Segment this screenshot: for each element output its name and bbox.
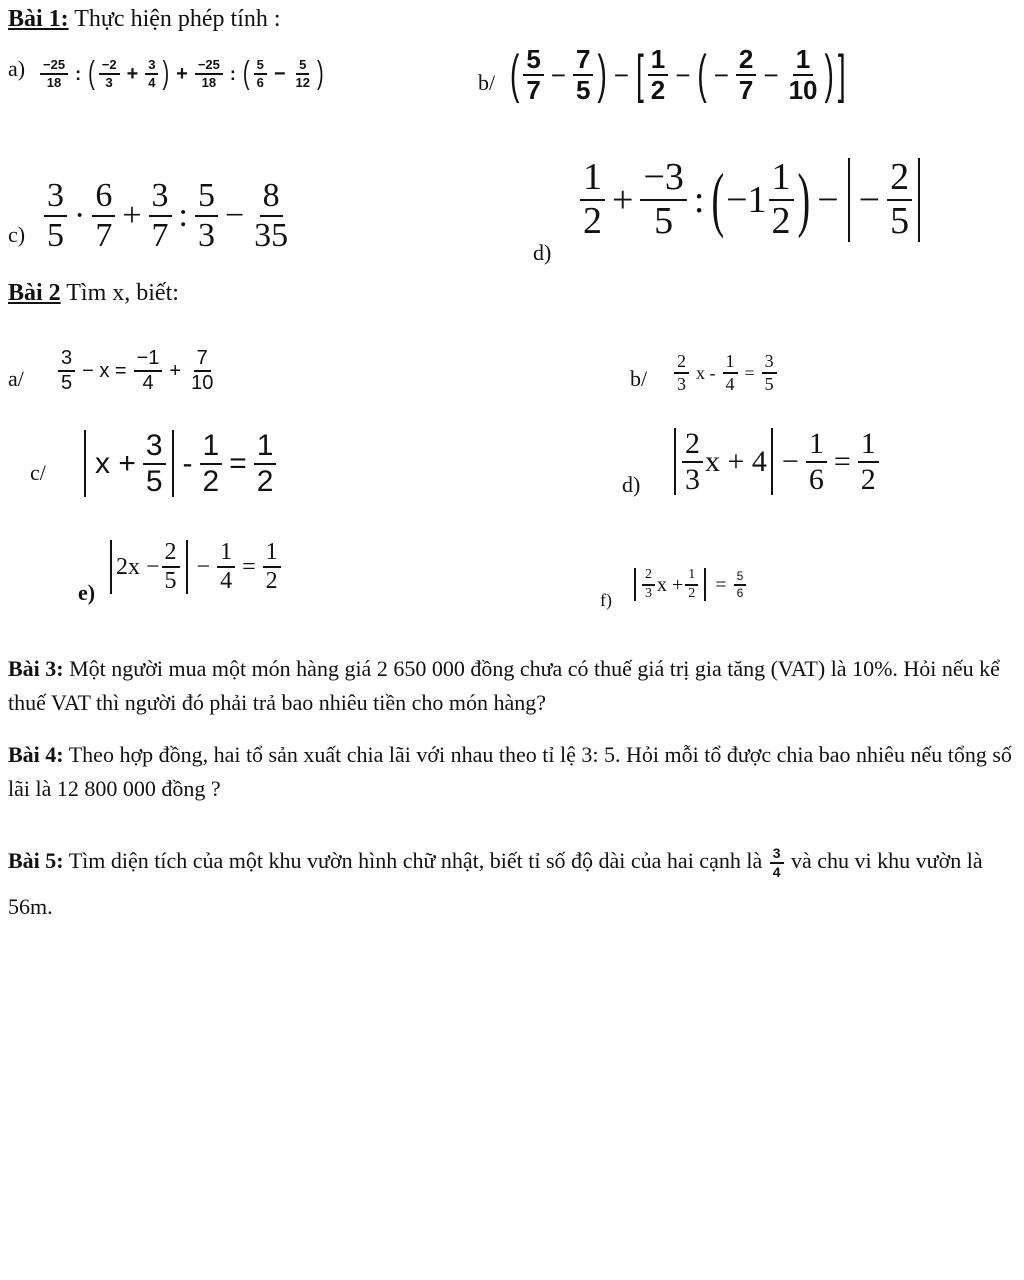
frac-num: 1 — [580, 158, 605, 201]
exercise-2-text: Tìm x, biết: — [66, 280, 179, 306]
frac-den: 5 — [654, 199, 674, 242]
op-minus: − — [613, 60, 629, 91]
frac-num: 1 — [217, 540, 235, 568]
frac-num: 1 — [200, 430, 223, 465]
exercise-5-text-1: Tìm diện tích của một khu vườn hình chữ nhật, biết tỉ số độ dài của hai cạnh là — [68, 848, 763, 873]
frac-den: 3 — [197, 216, 215, 254]
exercise-5-title: Bài 5: — [8, 848, 64, 873]
op-minus: − — [675, 60, 691, 91]
frac-num: 2 — [682, 428, 703, 463]
frac-num: 1 — [858, 428, 879, 463]
frac-num: 2 — [162, 540, 180, 568]
label-2e: e) — [78, 580, 96, 605]
op-minus: - — [182, 446, 193, 480]
op-colon: : — [229, 63, 236, 84]
op-minus: − — [550, 60, 566, 91]
frac-den: 4 — [725, 373, 735, 394]
op-plus: + — [126, 62, 139, 85]
op-colon: : — [693, 178, 705, 221]
exercise-1-text: Thực hiện phép tính : — [74, 6, 281, 32]
label-1c: c) — [8, 222, 26, 247]
frac-den: 5 — [145, 464, 163, 498]
frac-num: 7 — [194, 348, 211, 372]
frac-num: 1 — [685, 568, 698, 586]
frac-den: 4 — [142, 372, 154, 394]
op-equals: = — [833, 444, 851, 478]
exercise-1d — [533, 240, 551, 266]
label-2b: b/ — [630, 366, 648, 391]
exercise-4-title: Bài 4: — [8, 742, 64, 767]
op-colon: : — [75, 63, 82, 84]
op-2x-minus: 2x − — [116, 554, 160, 581]
frac-den: 3 — [685, 462, 700, 496]
frac-den: 2 — [771, 199, 791, 242]
op-minus: − — [781, 444, 799, 478]
op-colon: : — [178, 196, 188, 234]
frac-den: 5 — [764, 373, 774, 394]
frac-den: 6 — [256, 74, 264, 90]
frac-den: 12 — [295, 74, 310, 90]
label-1d: d) — [533, 240, 552, 265]
op-plus: + — [122, 196, 142, 234]
frac-num: 3 — [58, 348, 75, 372]
expression-2c — [80, 430, 278, 497]
frac-num: 2 — [887, 158, 912, 201]
op-plus: + — [176, 62, 188, 85]
frac-num: −25 — [40, 58, 68, 75]
frac-num: 2 — [736, 46, 756, 76]
label-2c: c/ — [30, 460, 46, 485]
expression-1c — [42, 178, 293, 253]
frac-num: 3 — [145, 58, 158, 75]
frac-den: 2 — [650, 75, 666, 106]
frac-den: 2 — [583, 199, 602, 242]
expression-2a — [56, 348, 218, 394]
frac-num: 5 — [296, 58, 309, 75]
frac-num: 3 — [149, 178, 172, 217]
frac-den: 4 — [220, 568, 233, 595]
frac-num: −3 — [640, 158, 686, 201]
frac-den: 4 — [772, 863, 781, 880]
exercise-3 — [8, 652, 1020, 720]
frac-num: 8 — [260, 178, 283, 217]
frac-den: 2 — [265, 568, 278, 595]
frac-den: 5 — [47, 216, 64, 254]
frac-den: 18 — [46, 74, 62, 90]
op-equals: = — [744, 362, 755, 383]
exercise-1-heading — [8, 6, 281, 33]
exercise-5 — [8, 838, 1020, 930]
exercise-1c — [8, 222, 25, 248]
frac-den: 3 — [105, 74, 113, 90]
label-1b: b/ — [478, 70, 496, 95]
frac-num: 2 — [674, 352, 689, 374]
frac-num: 1 — [263, 540, 281, 568]
frac-num: 2 — [642, 568, 655, 586]
exercise-1a — [8, 56, 25, 82]
frac-den: 10 — [788, 75, 818, 106]
op-minus: − — [713, 60, 729, 91]
frac-den: 7 — [526, 75, 541, 106]
frac-num: 6 — [92, 178, 115, 217]
exercise-1-title: Bài 1: — [8, 6, 69, 32]
frac-den: 18 — [201, 74, 217, 90]
frac-den: 2 — [202, 464, 220, 498]
expression-1a: $\frac{-25}{18}$ : ( $\frac{-2}{3}$ + $\frac{3}{4}$ ) + $\frac{-25}{18}$ : ( $\frac{5}{6}$ − $\frac{5}{12}$ ) — [38, 58, 326, 89]
expression-2d — [670, 428, 881, 495]
expression-2e — [106, 540, 283, 594]
op-minus: − — [224, 196, 245, 234]
exercise-3-text: Một người mua một món hàng giá 2 650 000 đồng chưa có thuế giá trị gia tăng (VAT) là 10%. Hỏi nếu kể thuế VAT thì người đó phải trả bao nhiêu tiền cho món hàng? — [8, 656, 1000, 715]
frac-num: 5 — [254, 58, 267, 75]
exercise-4 — [8, 738, 1020, 806]
frac-den: 3 — [645, 585, 652, 601]
expression-1b: ( $\frac{5}{7}$ − $\frac{7}{5}$ ) − [ $\frac{1}{2}$ − ( − $\frac{2}{7}$ − $\frac{1}{10}$ ) ] — [510, 44, 846, 106]
frac-num: 5 — [734, 570, 747, 586]
frac-num: −25 — [195, 58, 223, 75]
frac-num: 3 — [762, 352, 777, 374]
frac-den: 6 — [808, 462, 824, 496]
exercise-2-title: Bài 2 — [8, 280, 61, 306]
exercise-2-heading — [8, 280, 179, 307]
op-equals: = — [242, 554, 256, 581]
op-minus: − — [858, 178, 881, 221]
op-minus-x-equals: − x = — [82, 360, 127, 382]
op-x-plus-4: x + 4 — [705, 444, 767, 478]
frac-den: 7 — [151, 216, 169, 254]
frac-den: 35 — [254, 216, 289, 254]
frac-den: 2 — [860, 462, 876, 496]
frac-den: 5 — [61, 372, 73, 394]
frac-den: 6 — [736, 585, 744, 600]
op-plus: + — [169, 360, 182, 382]
frac-den: 7 — [738, 75, 754, 106]
whole-part: −1 — [726, 178, 767, 221]
op-equals: = — [715, 573, 727, 596]
frac-den: 2 — [688, 585, 696, 601]
op-plus: + — [612, 178, 634, 221]
expression-2b — [672, 352, 779, 394]
expression-1d: $\frac{1}{2}$ + $\frac{-3}{5}$ : ( −1 $\frac{1}{2}$ ) − − $\frac{2}{5}$ — [578, 158, 924, 242]
label-2a: a/ — [8, 366, 24, 391]
frac-num: 5 — [195, 178, 218, 217]
frac-den: 5 — [164, 568, 177, 595]
exercise-4-text: Theo hợp đồng, hai tổ sản xuất chia lãi với nhau theo tỉ lệ 3: 5. Hỏi mỗi tổ được chia bao nhiêu nếu tổng số lãi là 12 800 000 đồng ? — [8, 742, 1012, 801]
op-minus: − — [817, 178, 839, 221]
frac-den: 2 — [256, 464, 274, 498]
frac-num: 1 — [648, 46, 668, 76]
frac-num: 3 — [44, 178, 67, 217]
op-minus: − — [196, 554, 211, 581]
frac-den: 4 — [148, 74, 156, 90]
label-2d: d) — [622, 472, 641, 497]
expression-2f — [630, 568, 748, 601]
op-x-plus: x + — [95, 446, 136, 480]
frac-den: 7 — [95, 216, 113, 254]
frac-num: 1 — [806, 428, 827, 463]
op-x-plus: x + — [657, 573, 684, 596]
frac-num: 1 — [769, 158, 794, 201]
frac-num: 7 — [573, 46, 593, 76]
frac-num: 3 — [770, 846, 784, 864]
op-dot: · — [74, 196, 86, 234]
exercise-5-text-2: và chu vi khu vườn là 56m. — [8, 848, 983, 919]
op-minus: − — [273, 62, 286, 85]
frac-den: 5 — [890, 199, 910, 242]
op-equals: = — [229, 446, 247, 480]
label-2f: f) — [600, 590, 612, 610]
label-1a: a) — [8, 56, 26, 81]
exercise-1b — [478, 70, 495, 96]
exercise-3-title: Bài 3: — [8, 656, 64, 681]
frac-num: 3 — [143, 430, 166, 465]
frac-num: 1 — [793, 46, 813, 76]
op-x-minus: x - — [696, 362, 716, 383]
frac-num: 1 — [254, 430, 277, 465]
frac-den: 5 — [575, 75, 591, 106]
frac-den: 10 — [191, 372, 214, 394]
op-minus: − — [763, 60, 779, 91]
frac-den: 3 — [677, 373, 686, 394]
frac-num: 5 — [523, 46, 543, 76]
frac-num: −1 — [134, 348, 163, 372]
frac-num: −2 — [99, 58, 120, 75]
frac-num: 1 — [723, 352, 738, 374]
